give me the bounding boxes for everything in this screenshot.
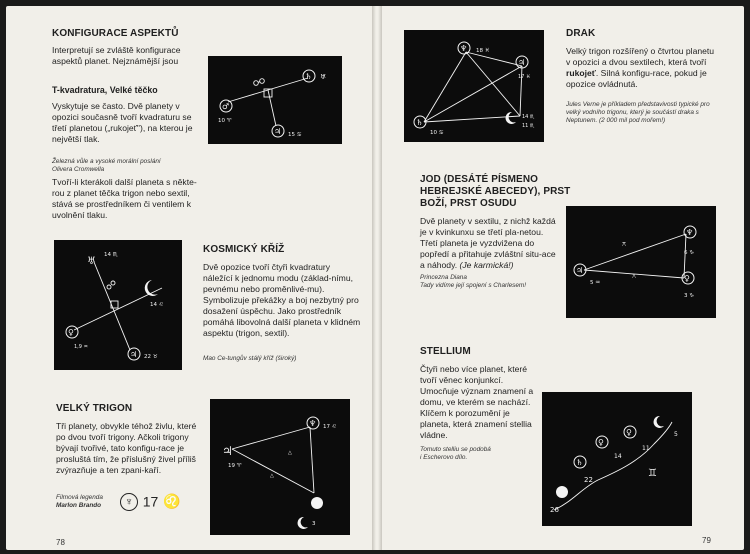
cross-label-moon: 14 ♌ bbox=[150, 302, 164, 308]
stellium-label-moon: 5 bbox=[674, 431, 678, 438]
grand-trine-body: Tři planety, obvykle téhož živlu, které po dvou tvoří trigony. Ačkoli trigony bývají tvořivé, tato konfigu-race je prosluštá tím, že příslušný živel příliš zvýrazňuje a ten zpani-kaří. bbox=[56, 421, 197, 475]
drak-caption: Jules Verne je příkladem představivosti typické pro velký vodního trigonu, který je součástí draka s Neptunem. (2 000 mil pod mořem!) bbox=[566, 101, 710, 124]
jod-caption-title: Princezna Diana bbox=[420, 274, 467, 281]
svg-text:♀: ♀ bbox=[684, 274, 690, 283]
svg-text:♄: ♄ bbox=[576, 458, 584, 467]
svg-text:♃: ♃ bbox=[518, 58, 526, 67]
stellium-caption-line1: Tomuto stelliu se podobá bbox=[420, 446, 491, 453]
grand-trine-caption-title: Filmová legenda bbox=[56, 494, 103, 501]
svg-text:♀: ♀ bbox=[68, 328, 74, 337]
stellium-label-saturn: 22 bbox=[584, 476, 593, 484]
grand-trine-signature bbox=[120, 491, 180, 511]
t-square-caption bbox=[52, 158, 202, 174]
jod-body bbox=[420, 216, 560, 271]
t-square-body-2: Tvoří-li kterákoli další planeta s někte-rou z planet těčka trigon nebo sextil, stává se prostředníkem či ventilem k uvolnění tlaku. bbox=[52, 177, 197, 220]
svg-text:♄: ♄ bbox=[305, 72, 313, 81]
svg-text:♂: ♂ bbox=[222, 102, 230, 111]
drak-body-bold: rukojeť bbox=[566, 68, 596, 78]
trine-label-neptune: 17 ♌ bbox=[323, 424, 337, 430]
cosmic-cross-diagram bbox=[54, 240, 182, 370]
trine-label-moon: 3 bbox=[312, 521, 316, 527]
svg-text:♀: ♀ bbox=[626, 428, 632, 437]
jod-caption bbox=[420, 274, 560, 290]
svg-text:♆: ♆ bbox=[460, 44, 468, 53]
drak-body-b: . Silná konfigu-race, pokud je opozice ovládnutá. bbox=[566, 68, 707, 89]
svg-text:⚻: ⚻ bbox=[632, 273, 636, 280]
svg-text:⚻: ⚻ bbox=[622, 241, 626, 248]
svg-text:△: △ bbox=[288, 450, 292, 456]
drak-label-saturn: 10 ♋ bbox=[430, 130, 444, 136]
svg-text:♃: ♃ bbox=[274, 127, 282, 136]
stellium-label-mercury: 11 bbox=[642, 445, 650, 452]
jod-heading-line1: JOD (DESÁTÉ PÍSMENO bbox=[420, 174, 539, 185]
trine-label-jupiter: 19 ♈ bbox=[228, 463, 242, 469]
jod-caption-name: Tady vidíme její spojení s Charlesem! bbox=[420, 282, 526, 289]
cross-label-jupiter: 22 ♉ bbox=[144, 354, 158, 360]
jod-label-venus: 3 ♑ bbox=[684, 293, 695, 299]
t-square-caption-title: Železná vůle a vysoké morální poslání bbox=[52, 158, 161, 165]
t-square-caption-name: Olivera Cromwella bbox=[52, 166, 105, 173]
t-square-subheading: T-kvadratura, Velké těčko bbox=[52, 85, 158, 95]
page-number-right: 79 bbox=[702, 536, 711, 545]
stellium-label-venus: 14 bbox=[614, 453, 622, 460]
cosmic-cross-body: Dvě opozice tvoří čtyři kvadratury náležící k jednomu modu (základ-nímu, pevnému nebo proměnlivé-mu). Symbolizuje překážky a boj nezbytný pro dosažení úspěchu. Jako prostředník pomáhá libovolná další planeta v klidném aspektu (trigon, sextil). bbox=[203, 262, 361, 338]
drak-body bbox=[566, 46, 716, 90]
cosmic-cross-heading: KOSMICKÝ KŘÍŽ bbox=[203, 244, 285, 255]
grand-trine-caption-name: Marlon Brando bbox=[56, 502, 102, 509]
konfigurace-intro: Interpretují se zvláště konfigurace aspektů planet. Nejznámější jsou bbox=[52, 45, 181, 66]
drak-heading: DRAK bbox=[566, 28, 596, 39]
drak-label-neptune: 18 ♓ bbox=[476, 48, 490, 54]
jod-heading-line2: HEBREJSKÉ ABECEDY), PRST bbox=[420, 186, 571, 197]
svg-text:♆: ♆ bbox=[686, 228, 694, 237]
svg-text:♅: ♅ bbox=[87, 256, 96, 267]
drak-label-moon: 14 ♏ bbox=[522, 114, 535, 120]
svg-text:♀: ♀ bbox=[598, 438, 604, 447]
stellium-label-sun: 26 bbox=[550, 506, 559, 514]
svg-text:♃: ♃ bbox=[576, 266, 584, 275]
grand-trine-diagram bbox=[210, 399, 350, 535]
cosmic-cross-caption: Mao Ce-tungův stálý kříž (široký) bbox=[203, 355, 297, 362]
jod-heading-line3: BOŽÍ, PRST OSUDU bbox=[420, 198, 517, 209]
jod-diagram bbox=[566, 206, 716, 318]
cross-label-venus: 1,9 ♒ bbox=[74, 344, 89, 350]
konfigurace-heading: KONFIGURACE ASPEKTŮ bbox=[52, 28, 179, 39]
book-gutter bbox=[372, 6, 382, 550]
cross-label-uranus: 14 ♏ bbox=[104, 252, 118, 258]
svg-text:♃: ♃ bbox=[222, 444, 233, 458]
neptune-icon: ♆ bbox=[120, 493, 138, 511]
jod-heading bbox=[420, 174, 570, 210]
grand-trine-caption bbox=[56, 494, 116, 510]
svg-text:△: △ bbox=[270, 473, 274, 479]
svg-text:♄: ♄ bbox=[416, 118, 424, 127]
t-square-label-mars: 10 ♈ bbox=[218, 118, 232, 124]
t-square-label-jupiter: 15 ♋ bbox=[288, 132, 302, 138]
drak-label-moon-2: 11 ♏ bbox=[522, 123, 535, 129]
drak-body-a: Velký trigon rozšířený o čtvrtou planetu v opozici a dvou sextilech, která tvoří bbox=[566, 46, 715, 67]
t-square-diagram bbox=[208, 56, 342, 144]
stellium-body: Čtyři nebo více planet, které tvoří věnec konjunkcí. Umocňuje význam znamení a domu, ve kterém se nachází. Klíčem k porozumění je planeta, která znamení stellia vládne. bbox=[420, 364, 534, 440]
left-page bbox=[6, 6, 372, 550]
stellium-caption-line2: i Escherovo dílo. bbox=[420, 454, 468, 461]
svg-text:♊: ♊ bbox=[648, 468, 657, 479]
jod-label-neptune: 6 ♑ bbox=[684, 250, 695, 256]
stellium-caption bbox=[420, 446, 530, 462]
grand-trine-heading: VELKÝ TRIGON bbox=[56, 403, 133, 414]
page-number-left: 78 bbox=[56, 538, 65, 547]
svg-text:♆: ♆ bbox=[309, 419, 317, 428]
svg-text:♅: ♅ bbox=[320, 73, 327, 81]
jod-body-text: Dvě planety v sextilu, z nichž každá je v kvinkunxu se třetí pla-netou. Třetí planeta je vyzdvižena do popředí a přitahuje zvláštní situ-ace a náhody. bbox=[420, 216, 556, 270]
signature-degree: 17 bbox=[142, 493, 159, 510]
stellium-heading: STELLIUM bbox=[420, 346, 471, 357]
jod-body-italic: (Je karmická!) bbox=[459, 260, 514, 270]
leo-icon: ♌ bbox=[163, 493, 181, 510]
svg-text:♃: ♃ bbox=[130, 350, 138, 359]
stellium-diagram bbox=[542, 392, 692, 526]
right-page bbox=[382, 6, 744, 550]
t-square-body: Vyskytuje se často. Dvě planety v opozici současně tvoří kvadraturu se třetí planetou („rukojeť"), na kterou je největší tlak. bbox=[52, 101, 193, 144]
drak-diagram bbox=[404, 30, 544, 142]
jod-label-jupiter: 5 ♒ bbox=[590, 280, 601, 286]
drak-label-jupiter: 17 ♓ bbox=[518, 74, 531, 80]
